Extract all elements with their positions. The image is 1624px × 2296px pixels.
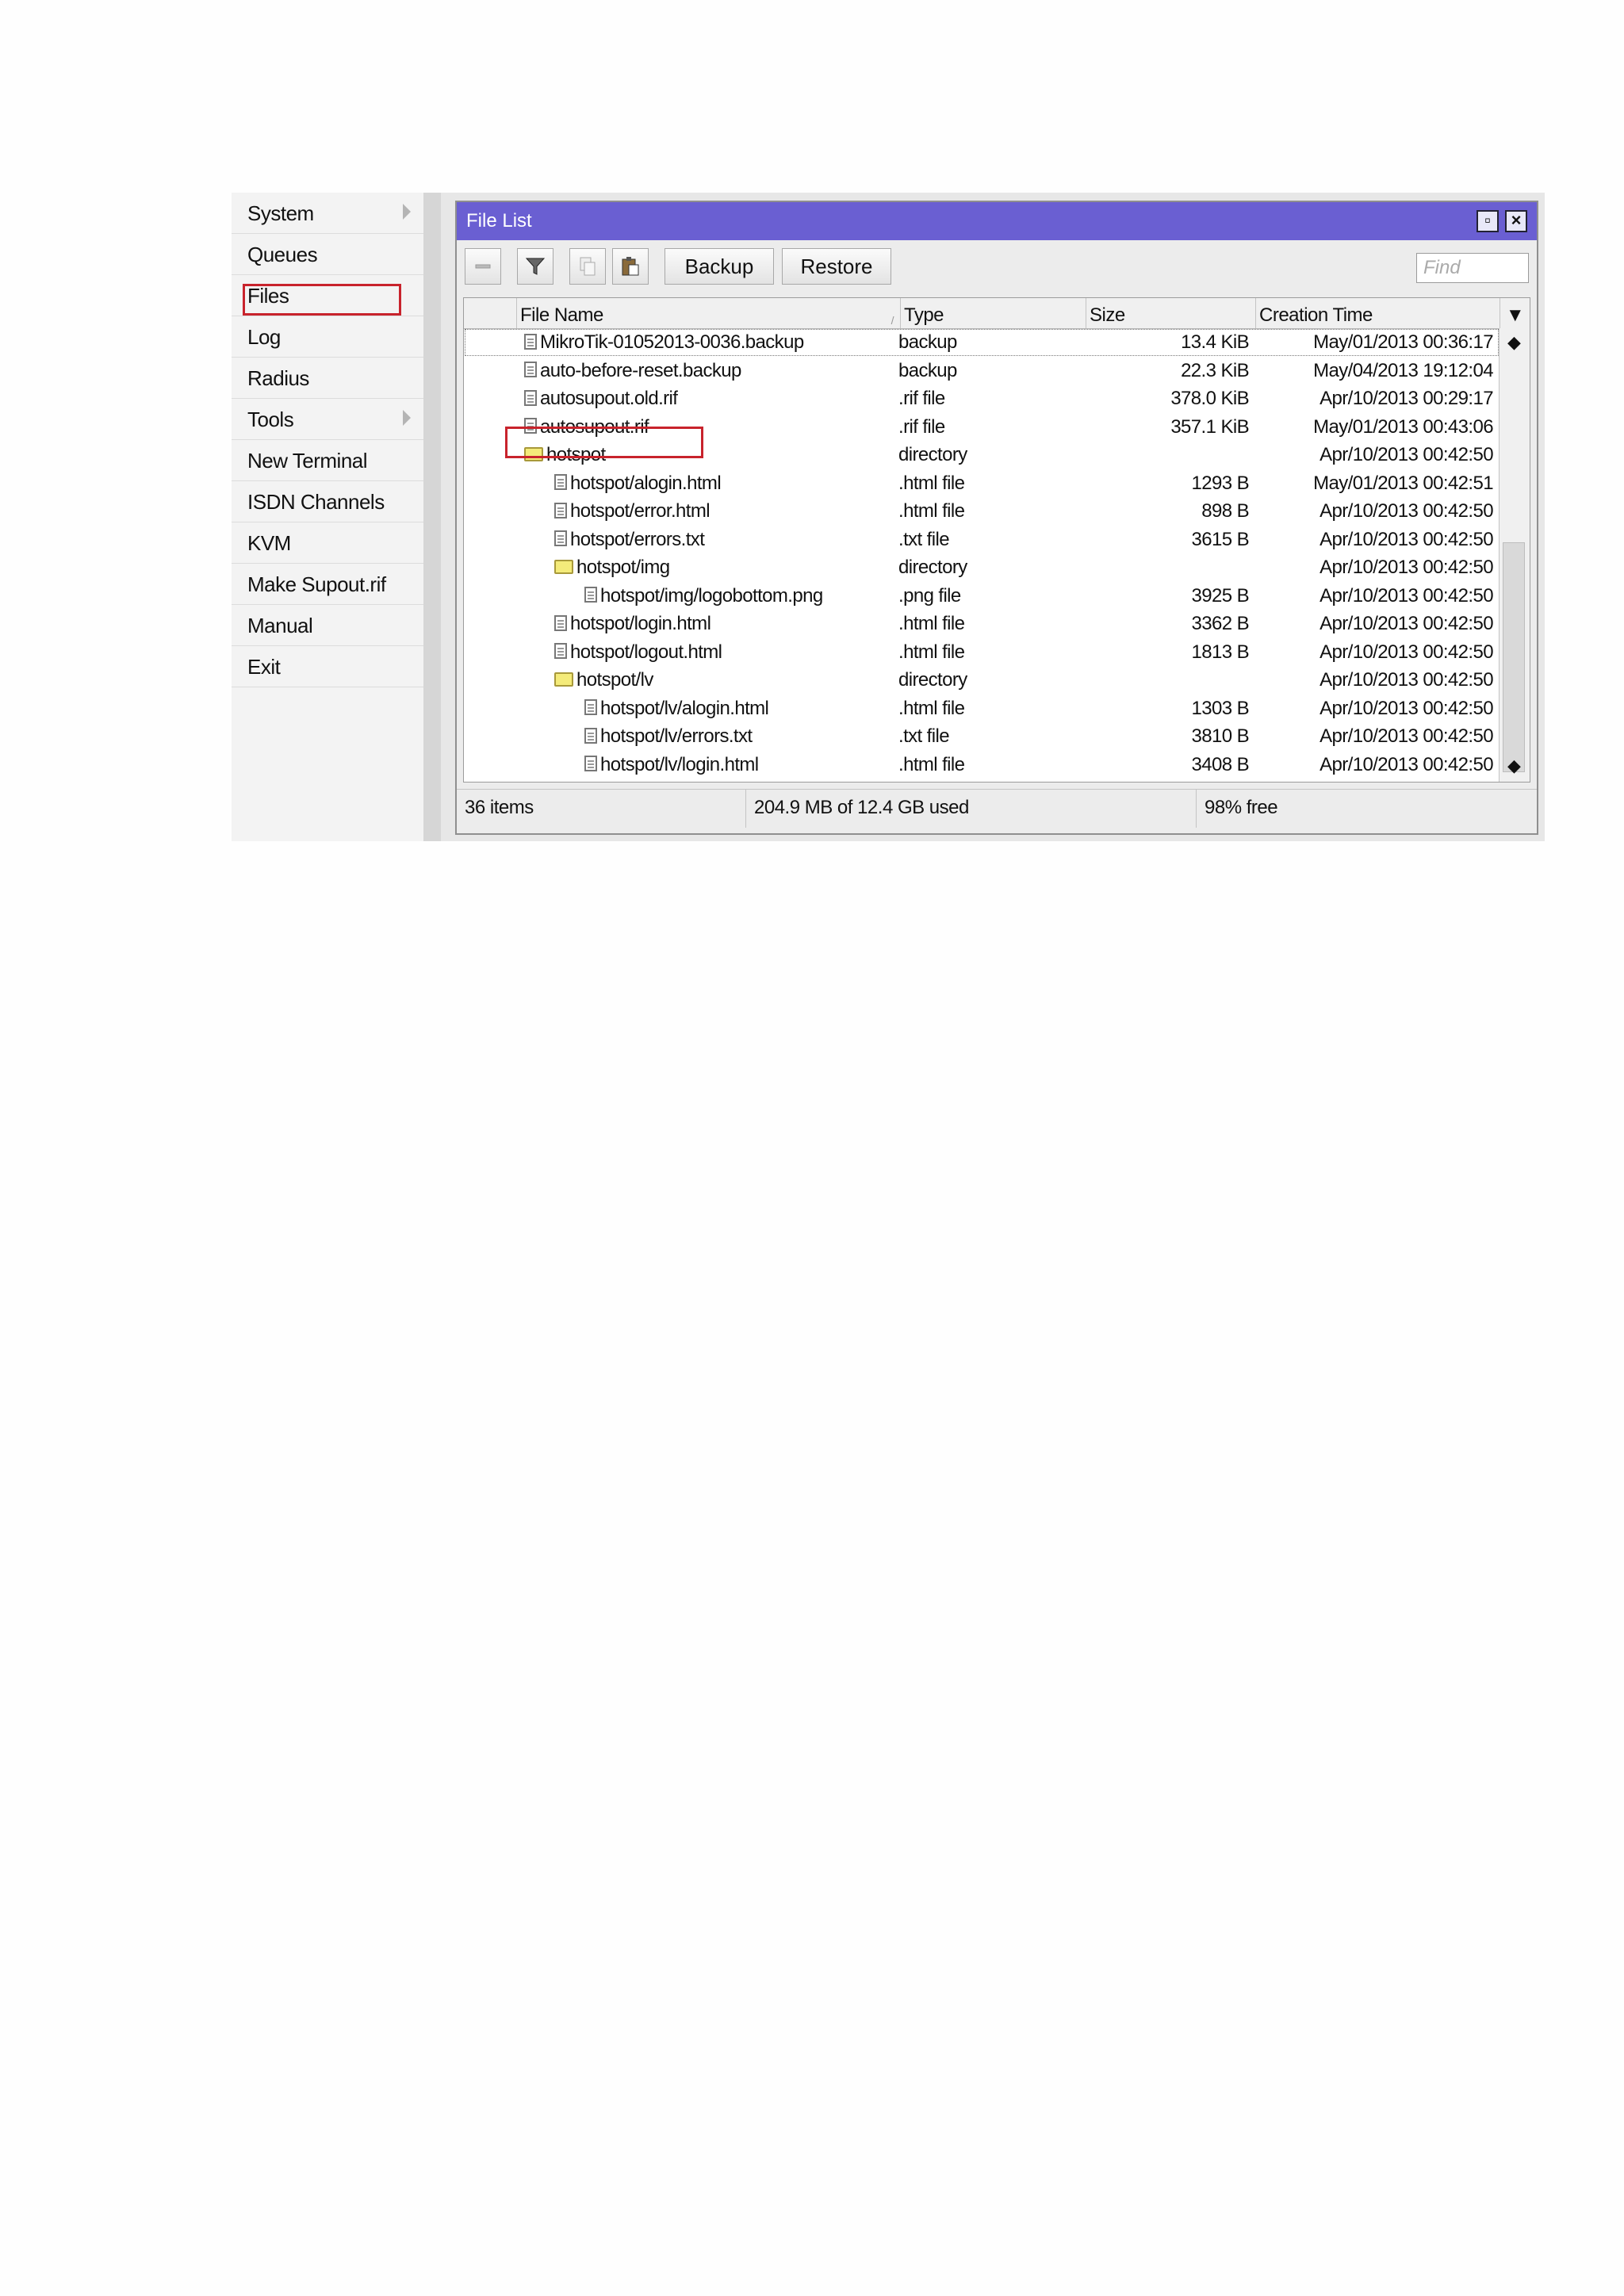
file-row[interactable]: [464, 695, 1500, 723]
filter-icon: [524, 255, 546, 277]
cell-creation-time: May/01/2013 00:42:51: [1313, 472, 1493, 494]
column-header-creation-time[interactable]: [1255, 298, 1500, 328]
cell-creation-time: Apr/10/2013 00:42:50: [1320, 669, 1493, 691]
menu-item-exit[interactable]: [232, 646, 423, 687]
cell-file-name: [584, 582, 823, 610]
cell-creation-time: May/01/2013 00:36:17: [1313, 331, 1493, 353]
file-row[interactable]: [464, 638, 1500, 667]
menu-item-label: Make Supout.rif: [247, 572, 386, 596]
menu-separator: [423, 193, 441, 841]
menu-item-system[interactable]: [232, 193, 423, 234]
cell-type: .rif file: [898, 415, 945, 438]
file-name-text: hotspot/lv/alogin.html: [600, 697, 769, 719]
cell-creation-time: Apr/10/2013 00:42:50: [1320, 528, 1493, 550]
cell-type: .html file: [898, 472, 965, 494]
scroll-up-icon[interactable]: ◆: [1507, 332, 1521, 352]
file-icon: [524, 390, 537, 406]
filter-button[interactable]: [517, 248, 553, 285]
file-name-text: hotspot/lv/errors.txt: [600, 725, 753, 747]
file-row[interactable]: [464, 357, 1500, 385]
file-name-text: hotspot/errors.txt: [570, 528, 705, 550]
cell-type: backup: [898, 359, 957, 381]
cell-file-name: [554, 469, 721, 498]
cell-size: 1813 B: [1191, 641, 1249, 663]
menu-item-manual[interactable]: [232, 605, 423, 646]
menu-item-log[interactable]: [232, 316, 423, 358]
file-name-text: hotspot/img/logobottom.png: [600, 584, 823, 607]
folder-row[interactable]: [464, 666, 1500, 695]
column-header-label: Size: [1090, 304, 1125, 326]
cell-file-name: [524, 385, 677, 413]
cell-type: backup: [898, 331, 957, 353]
cell-file-name: [524, 441, 606, 469]
file-name-text: hotspot/logout.html: [570, 641, 722, 663]
column-header-size[interactable]: [1086, 298, 1255, 328]
file-name-text: hotspot/login.html: [570, 613, 711, 634]
file-row[interactable]: [464, 328, 1500, 357]
menu-item-queues[interactable]: [232, 234, 423, 275]
file-row[interactable]: [464, 526, 1500, 554]
cell-type: .html file: [898, 613, 965, 634]
file-row[interactable]: [464, 582, 1500, 610]
file-icon: [584, 756, 597, 771]
cell-file-name: [554, 497, 710, 526]
table-body: [464, 328, 1500, 783]
file-name-text: hotspot/error.html: [570, 500, 710, 522]
cell-size: 1303 B: [1191, 697, 1249, 719]
cell-size: 3925 B: [1191, 584, 1249, 607]
file-name-text: auto-before-reset.backup: [540, 359, 741, 381]
file-icon: [554, 503, 567, 519]
cell-file-name: [554, 610, 710, 638]
cell-file-name: [554, 638, 722, 667]
cell-size: 357.1 KiB: [1170, 415, 1249, 438]
file-icon: [584, 728, 597, 744]
cell-size: 22.3 KiB: [1181, 359, 1249, 381]
cell-creation-time: Apr/10/2013 00:42:50: [1320, 444, 1493, 465]
cell-type: .rif file: [898, 388, 945, 409]
file-row[interactable]: [464, 722, 1500, 751]
paste-icon: [619, 255, 642, 277]
menu-item-label: Files: [247, 284, 289, 308]
cell-type: directory: [898, 557, 967, 578]
file-row[interactable]: [464, 497, 1500, 526]
cell-creation-time: May/01/2013 00:43:06: [1313, 415, 1493, 438]
cell-creation-time: Apr/10/2013 00:42:50: [1320, 697, 1493, 719]
column-header-label: Type: [904, 304, 944, 326]
file-row[interactable]: [464, 751, 1500, 779]
folder-row[interactable]: [464, 553, 1500, 582]
paste-button[interactable]: [612, 248, 649, 285]
cell-creation-time: Apr/10/2013 00:42:50: [1320, 557, 1493, 578]
menu-item-label: ISDN Channels: [247, 490, 385, 514]
file-row[interactable]: [464, 469, 1500, 498]
cell-size: 1293 B: [1191, 472, 1249, 494]
maximize-icon[interactable]: ▫: [1477, 210, 1499, 232]
vertical-scrollbar[interactable]: [1499, 328, 1530, 782]
find-input[interactable]: Find: [1416, 253, 1529, 283]
cell-size: 3810 B: [1191, 725, 1249, 747]
cell-type: .html file: [898, 500, 965, 522]
menu-item-label: Tools: [247, 408, 294, 431]
cell-type: .html file: [898, 641, 965, 663]
file-icon: [554, 530, 567, 546]
menu-item-new-terminal[interactable]: [232, 440, 423, 481]
folder-row[interactable]: [464, 441, 1500, 469]
menu-item-label: KVM: [247, 531, 291, 555]
cell-creation-time: Apr/10/2013 00:42:50: [1320, 753, 1493, 775]
cell-size: 3408 B: [1191, 753, 1249, 775]
submenu-arrow-icon: [403, 410, 411, 426]
cell-creation-time: Apr/10/2013 00:42:50: [1320, 725, 1493, 747]
file-table: [463, 297, 1530, 783]
cell-file-name: [584, 751, 759, 779]
menu-item-isdn-channels[interactable]: [232, 481, 423, 522]
column-chooser-button[interactable]: [1500, 298, 1530, 328]
cell-file-name: [584, 722, 752, 751]
file-name-text: hotspot/alogin.html: [570, 472, 722, 494]
cell-file-name: [524, 328, 804, 357]
menu-item-label: Queues: [247, 243, 318, 266]
menu-item-files[interactable]: [232, 275, 423, 316]
cell-type: directory: [898, 444, 967, 465]
cell-file-name: [554, 553, 669, 582]
window-title: File List: [466, 210, 532, 232]
status-item-count: 36 items: [465, 797, 534, 818]
cell-size: 898 B: [1201, 500, 1249, 522]
column-header-type[interactable]: [900, 298, 1086, 328]
menu-item-label: Log: [247, 325, 281, 349]
main-menu: [232, 193, 423, 841]
cell-file-name: [584, 695, 768, 723]
cell-type: .html file: [898, 697, 965, 719]
menu-item-kvm[interactable]: [232, 522, 423, 564]
window-titlebar: [457, 202, 1537, 240]
menu-item-label: System: [247, 201, 314, 225]
header-spacer: [464, 298, 516, 328]
scroll-thumb[interactable]: [1503, 542, 1525, 772]
file-icon: [554, 474, 567, 490]
cell-file-name: [524, 357, 741, 385]
column-header-label: Creation Time: [1259, 304, 1373, 326]
menu-item-label: Radius: [247, 366, 309, 390]
cell-type: .txt file: [898, 528, 949, 550]
file-icon: [524, 362, 537, 377]
cell-type: .html file: [898, 753, 965, 775]
cell-size: 378.0 KiB: [1170, 388, 1249, 409]
file-icon: [524, 418, 537, 434]
file-name-text: autosupout.rif: [540, 415, 649, 438]
dropdown-arrow-icon: ▼: [1505, 304, 1525, 326]
file-icon: [584, 587, 597, 603]
cell-file-name: [554, 666, 653, 695]
file-list-window: [455, 201, 1538, 835]
cell-file-name: [524, 413, 649, 442]
cell-creation-time: Apr/10/2013 00:42:50: [1320, 641, 1493, 663]
table-header: [464, 298, 1530, 329]
copy-button[interactable]: [569, 248, 606, 285]
cell-type: .png file: [898, 584, 961, 607]
sort-indicator-icon: /: [891, 314, 894, 327]
menu-item-make-supout[interactable]: [232, 564, 423, 605]
cell-size: 3362 B: [1191, 613, 1249, 634]
cell-creation-time: Apr/10/2013 00:42:50: [1320, 613, 1493, 634]
column-header-label: File Name: [520, 304, 603, 326]
folder-icon: [554, 672, 573, 687]
file-name-text: hotspot: [546, 444, 606, 465]
file-name-text: MikroTik-01052013-0036.backup: [540, 331, 804, 353]
cell-size: 3615 B: [1191, 528, 1249, 550]
copy-icon: [576, 255, 599, 277]
minus-icon: [473, 257, 492, 276]
cell-type: .txt file: [898, 725, 949, 747]
folder-icon: [554, 560, 573, 574]
cell-creation-time: Apr/10/2013 00:42:50: [1320, 500, 1493, 522]
file-name-text: hotspot/lv/login.html: [600, 753, 759, 775]
close-icon[interactable]: ×: [1505, 210, 1527, 232]
restore-button[interactable]: Restore: [782, 248, 891, 285]
remove-button[interactable]: [465, 248, 501, 285]
file-row[interactable]: [464, 385, 1500, 413]
file-row[interactable]: [464, 413, 1500, 442]
file-row[interactable]: [464, 610, 1500, 638]
status-disk-free: 98% free: [1196, 790, 1537, 828]
status-disk-used: 204.9 MB of 12.4 GB used: [745, 790, 1196, 828]
toolbar: [457, 240, 1537, 293]
file-icon: [554, 615, 567, 631]
menu-item-label: New Terminal: [247, 449, 368, 473]
submenu-arrow-icon: [403, 204, 411, 220]
backup-button[interactable]: Backup: [665, 248, 774, 285]
file-icon: [524, 334, 537, 350]
cell-type: directory: [898, 669, 967, 691]
menu-item-label: Manual: [247, 614, 313, 637]
file-name-text: autosupout.old.rif: [540, 388, 678, 409]
cell-file-name: [554, 526, 704, 554]
menu-item-label: Exit: [247, 655, 281, 679]
screenshot-frame: [232, 193, 1545, 841]
cell-size: 13.4 KiB: [1181, 331, 1249, 353]
column-header-file-name[interactable]: [516, 298, 900, 328]
cell-creation-time: May/04/2013 19:12:04: [1313, 359, 1493, 381]
status-bar: [457, 789, 1537, 828]
folder-icon: [524, 447, 543, 461]
file-icon: [584, 699, 597, 715]
menu-item-radius[interactable]: [232, 358, 423, 399]
menu-item-tools[interactable]: [232, 399, 423, 440]
file-icon: [554, 643, 567, 659]
cell-creation-time: Apr/10/2013 00:29:17: [1320, 388, 1493, 409]
cell-creation-time: Apr/10/2013 00:42:50: [1320, 584, 1493, 607]
file-name-text: hotspot/img: [576, 557, 670, 578]
scroll-down-icon[interactable]: ◆: [1507, 756, 1521, 775]
file-name-text: hotspot/lv: [576, 669, 653, 691]
